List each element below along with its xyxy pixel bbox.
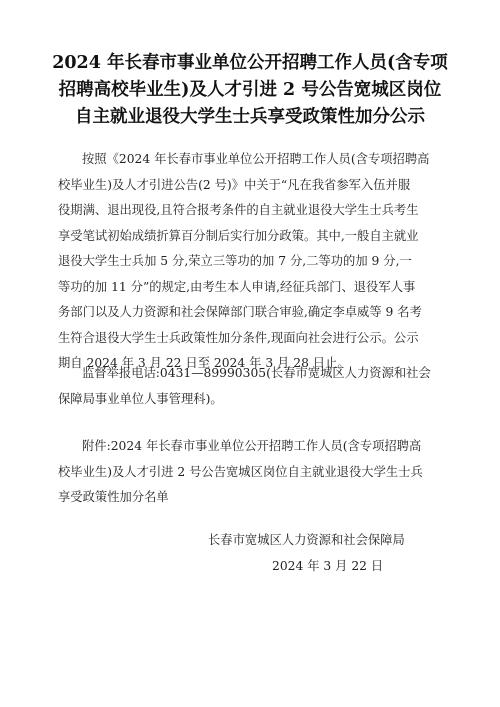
attachment-line: 附件:2024 年长春市事业单位公开招聘工作人员(含专项招聘高 xyxy=(82,439,422,453)
attachment-line: 享受政策性加分名单 xyxy=(58,490,169,504)
signature-organization: 长春市宽城区人力资源和社会保障局 xyxy=(208,533,405,547)
document-title xyxy=(40,50,460,131)
body-line: 按照《2024 年长春市事业单位公开招聘工作人员(含专项招聘高 xyxy=(82,152,430,166)
attachment-paragraph xyxy=(58,434,458,511)
body-line: 校毕业生)及人才引进公告(2 号)》中关于“凡在我省参军入伍并服 xyxy=(58,177,411,192)
announcement-paragraph xyxy=(58,147,458,377)
body-line: 役期满、退出现役,且符合报考条件的自主就业退役大学生士兵考生 xyxy=(58,203,419,217)
signature-date: 2024 年 3 月 22 日 xyxy=(272,559,384,573)
title-line: 2024 年长春市事业单位公开招聘工作人员(含专项 xyxy=(52,53,448,73)
supervision-line: 保障局事业单位人事管理科)。 xyxy=(58,391,223,406)
title-line: 招聘高校毕业生)及人才引进 2 号公告宽城区岗位 xyxy=(58,80,442,100)
attachment-line: 校毕业生)及人才引进 2 号公告宽城区岗位自主就业退役大学生士兵 xyxy=(58,464,423,479)
body-line: 等功的加 11 分”的规定,由考生本人申请,经征兵部门、退役军人事 xyxy=(58,279,416,294)
body-line: 生符合退役大学生士兵政策性加分条件,现面向社会进行公示。公示 xyxy=(58,330,419,345)
body-line: 退役大学生士兵加 5 分,荣立三等功的加 7 分,二等功的加 9 分,一 xyxy=(58,254,412,268)
body-line: 务部门以及人力资源和社会保障部门联合审验,确定李卓威等 9 名考 xyxy=(58,305,422,319)
body-line: 期自 2024 年 3 月 22 日至 2024 年 3 月 28 日止。 xyxy=(58,356,350,370)
title-line: 自主就业退役大学生士兵享受政策性加分公示 xyxy=(75,107,425,127)
body-line: 享受笔试初始成绩折算百分制后实行加分政策。其中,一般自主就业 xyxy=(58,228,419,243)
supervision-line: 监督举报电话:0431—89990305(长春市宽城区人力资源和社会 xyxy=(82,366,431,380)
supervision-paragraph xyxy=(58,361,458,412)
